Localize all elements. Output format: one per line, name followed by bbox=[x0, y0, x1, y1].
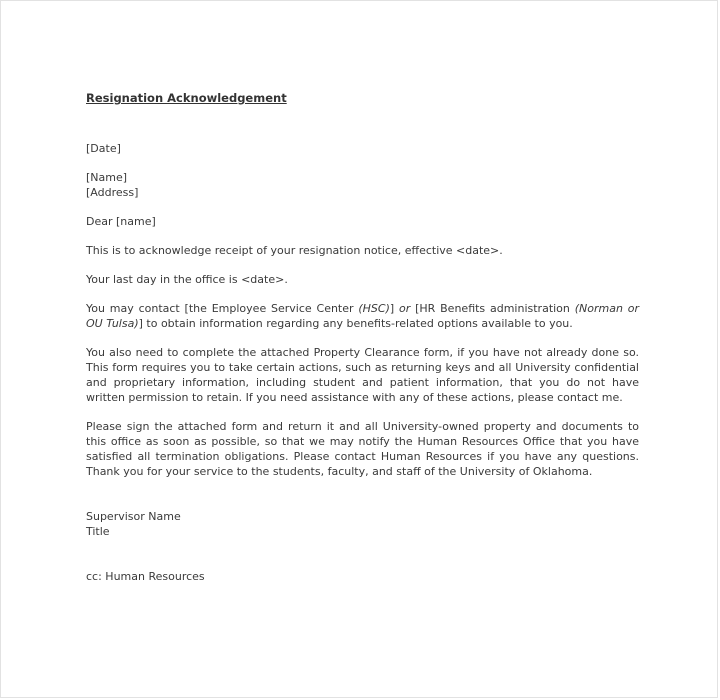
property-clearance-paragraph bbox=[86, 345, 639, 405]
contact-info-paragraph-run: ] bbox=[389, 302, 400, 315]
contact-info-paragraph-run: (Norman or OU Tulsa) bbox=[86, 302, 639, 330]
name-placeholder-run: [Name] bbox=[86, 171, 128, 184]
contact-info-paragraph-run: [HR Benefits administration bbox=[410, 302, 575, 315]
address-placeholder bbox=[86, 185, 639, 200]
supervisor-title-run: Title bbox=[86, 525, 110, 538]
address-placeholder-run: [Address] bbox=[86, 186, 139, 199]
cc-line-run: cc: Human Resources bbox=[86, 570, 205, 583]
name-placeholder bbox=[86, 170, 639, 185]
contact-info-paragraph bbox=[86, 301, 639, 331]
cc-line bbox=[86, 569, 639, 584]
last-day-paragraph bbox=[86, 272, 639, 287]
paragraphs-container bbox=[86, 141, 639, 584]
signature-request-paragraph bbox=[86, 419, 639, 479]
contact-info-paragraph-run: or bbox=[399, 302, 411, 315]
signature-request-paragraph-run: Please sign the attached form and return it and all University-owned property and documents to this office as soon as possible, so that we may notify the Human Resources Office that you have satisfied all termination obligations. Please contact Human Resources if you have any questions. Thank you for your service to the students, faculty, and staff of the University of Oklahoma. bbox=[86, 420, 639, 478]
last-day-paragraph-run: Your last day in the office is <date>. bbox=[86, 273, 288, 286]
property-clearance-paragraph-run: You also need to complete the attached Property Clearance form, if you have not already done so. This form requires you to take certain actions, such as returning keys and all University confidential and proprietary information, including student and patient information, that you do not have written permission to retain. If you need assistance with any of these actions, please contact me. bbox=[86, 346, 639, 404]
acknowledgement-paragraph bbox=[86, 243, 639, 258]
supervisor-name bbox=[86, 509, 639, 524]
date-placeholder bbox=[86, 141, 639, 156]
contact-info-paragraph-run: ] to obtain information regarding any benefits-related options available to you. bbox=[138, 317, 573, 330]
contact-info-paragraph-run: You may contact [the Employee Service Center bbox=[86, 302, 359, 315]
acknowledgement-paragraph-run: This is to acknowledge receipt of your resignation notice, effective <date>. bbox=[86, 244, 503, 257]
supervisor-title bbox=[86, 524, 639, 539]
date-placeholder-run: [Date] bbox=[86, 142, 121, 155]
letter-body bbox=[86, 91, 639, 598]
supervisor-name-run: Supervisor Name bbox=[86, 510, 181, 523]
document-title: Resignation Acknowledgement bbox=[86, 91, 287, 105]
salutation bbox=[86, 214, 639, 229]
salutation-run: Dear [name] bbox=[86, 215, 156, 228]
contact-info-paragraph-run: (HSC) bbox=[358, 302, 390, 315]
